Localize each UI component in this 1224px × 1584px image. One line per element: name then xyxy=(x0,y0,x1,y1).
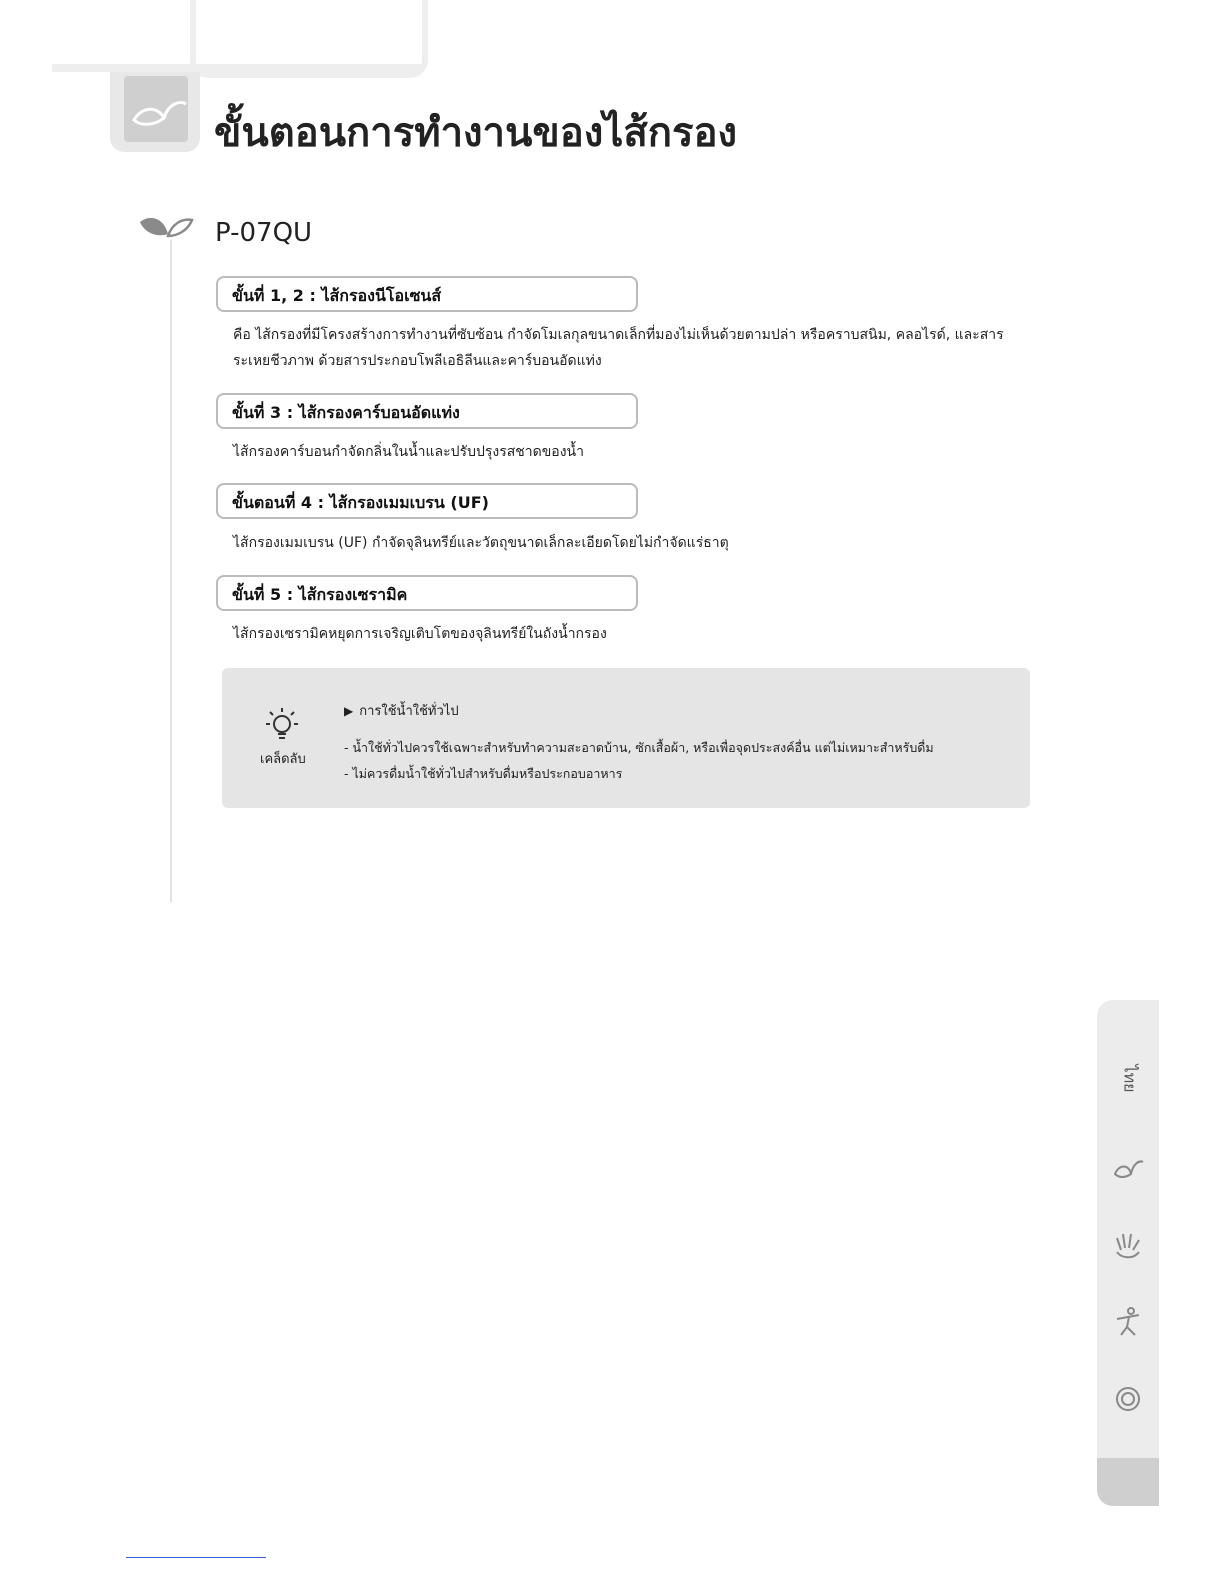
language-tab-label[interactable]: ไทย xyxy=(1120,1064,1140,1093)
step-title-box xyxy=(216,483,638,519)
sprout-icon xyxy=(124,76,188,142)
leaf-icon xyxy=(138,214,194,248)
chapter-icon xyxy=(110,72,200,152)
model-name: P-07QU xyxy=(215,218,313,248)
person-icon[interactable] xyxy=(1111,1305,1145,1339)
step-description: คือ ไส้กรองที่มีโครงสร้างการทำงานที่ซับซ้อน กำจัดโมเลกุลขนาดเล็กที่มองไม่เห็นด้วยตามปล่า หรือคราบสนิม, คลอไรด์, และสารระเหยชีวภาพ ด้วยสารประกอบโพลีเอธิลีนและคาร์บอนอัดแท่ง xyxy=(233,327,1004,369)
step-title: ขั้นตอนที่ 4 : ไส้กรองเมมเบรน (UF) xyxy=(232,493,489,512)
section-divider xyxy=(170,240,172,902)
leaf-icon[interactable] xyxy=(1111,1150,1145,1184)
step-title-box xyxy=(216,575,638,611)
tip-box xyxy=(222,668,1030,808)
step-description: ไส้กรองเซรามิคหยุดการเจริญเติบโตของจุลินทรีย์ในถังน้ำกรอง xyxy=(233,626,607,642)
step-description: ไส้กรองคาร์บอนกำจัดกลิ่นในน้ำและปรับปรุงรสชาดของน้ำ xyxy=(233,444,584,460)
tip-heading xyxy=(344,700,459,721)
step-title-box xyxy=(216,276,638,312)
tab-bottom-block xyxy=(1097,1458,1159,1506)
side-tab[interactable] xyxy=(1097,1000,1159,1506)
header-decoration-frame xyxy=(190,0,428,78)
page-title: ขั้นตอนการทำงานของไส้กรอง xyxy=(214,110,738,156)
tip-line: - น้ำใช้ทั่วไปควรใช้เฉพาะสำหรับทำความสะอาดบ้าน, ซักเสื้อผ้า, หรือเพื่อจุดประสงค์อื่น แต่ไม่เหมาะสำหรับดื่ม xyxy=(344,740,934,755)
tip-line: - ไม่ควรดื่มน้ำใช้ทั่วไปสำหรับดื่มหรือประกอบอาหาร xyxy=(344,766,623,781)
step-title: ขั้นที่ 5 : ไส้กรองเซรามิค xyxy=(232,585,408,604)
step-title: ขั้นที่ 3 : ไส้กรองคาร์บอนอัดแท่ง xyxy=(232,403,460,422)
step-title: ขั้นที่ 1, 2 : ไส้กรองนีโอเซนส์ xyxy=(232,286,442,305)
triangle-right-icon: ▶ xyxy=(344,704,354,718)
tip-label: เคล็ดลับ xyxy=(260,752,306,767)
lightbulb-icon xyxy=(264,706,300,744)
swirl-icon[interactable] xyxy=(1111,1382,1145,1416)
tip-heading-text: การใช้น้ำใช้ทั่วไป xyxy=(359,704,459,719)
hand-icon[interactable] xyxy=(1111,1230,1145,1264)
footer-link-line xyxy=(126,1557,266,1558)
step-title-box xyxy=(216,393,638,429)
step-description: ไส้กรองเมมเบรน (UF) กำจัดจุลินทรีย์และวัตถุขนาดเล็กละเอียดโดยไม่กำจัดแร่ธาตุ xyxy=(233,535,729,551)
